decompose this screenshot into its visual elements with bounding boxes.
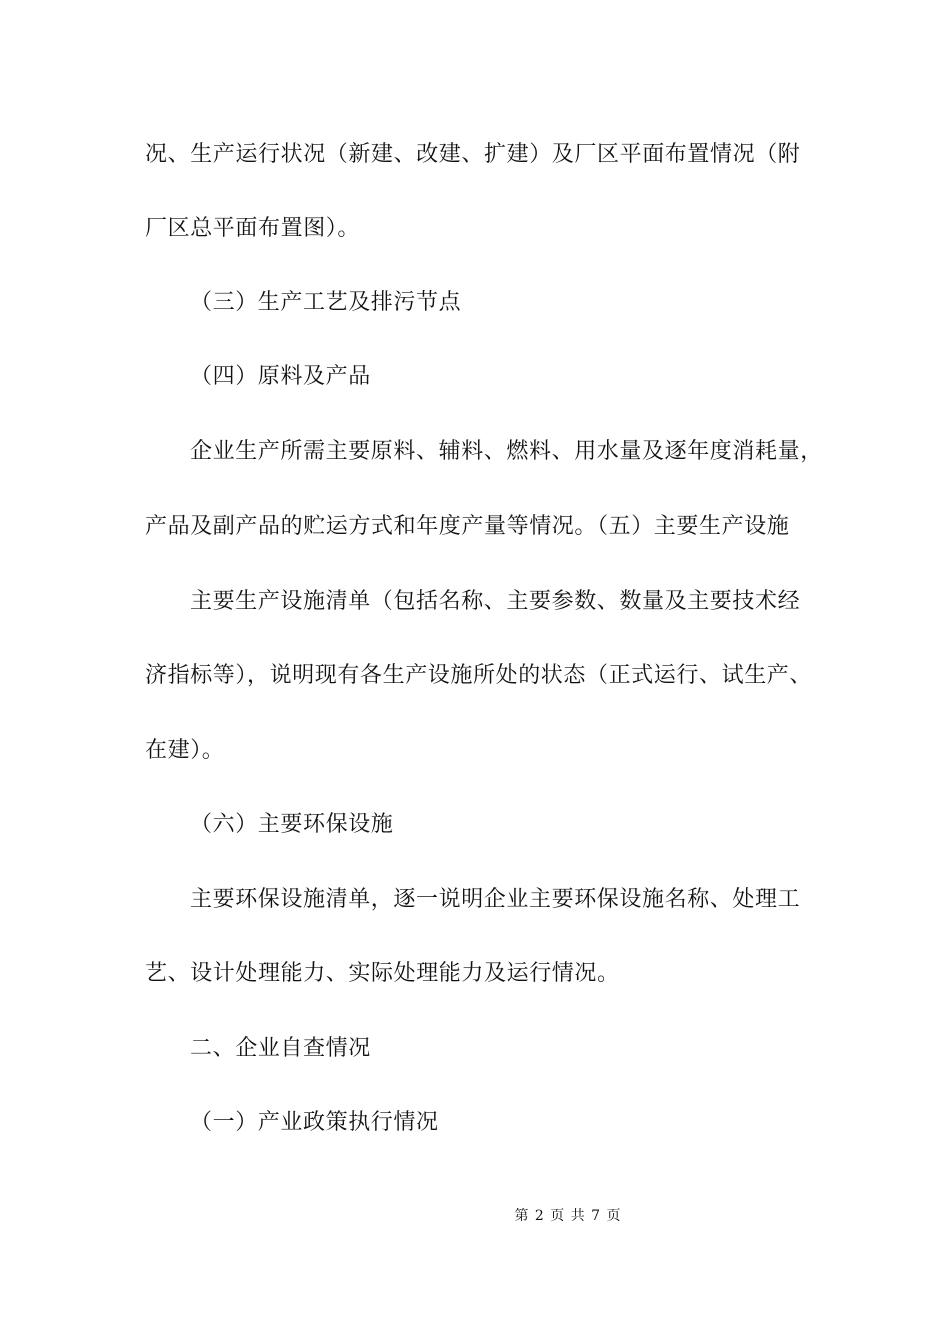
section-heading: （一）产业政策执行情况: [190, 1110, 439, 1135]
section-heading: （四）原料及产品: [190, 364, 371, 389]
section-heading: 二、企业自查情况: [190, 1036, 371, 1061]
body-text-line: 主要环保设施清单，逐一说明企业主要环保设施名称、处理工: [190, 887, 801, 912]
section-heading: （三）生产工艺及排污节点: [190, 290, 462, 315]
body-text-line: 在建）。: [145, 738, 225, 763]
body-text-line: 主要生产设施清单（包括名称、主要参数、数量及主要技术经: [190, 589, 801, 614]
body-text-line: 产品及副产品的贮运方式和年度产量等情况。（五）主要生产设施: [145, 514, 790, 539]
body-text-line: 况、生产运行状况（新建、改建、扩建）及厂区平面布置情况（附: [145, 142, 801, 167]
body-text-line: 济指标等），说明现有各生产设施所处的状态（正式运行、试生产、: [145, 663, 813, 688]
body-text-line: 厂区总平面布置图）。: [145, 216, 361, 241]
page-number-footer: 第 2 页 共 7 页: [514, 1208, 622, 1224]
body-text-line: 艺、设计处理能力、实际处理能力及运行情况。: [145, 961, 620, 986]
body-text-line: 企业生产所需主要原料、辅料、燃料、用水量及逐年度消耗量，: [190, 439, 823, 464]
section-heading: （六）主要环保设施: [190, 812, 394, 837]
